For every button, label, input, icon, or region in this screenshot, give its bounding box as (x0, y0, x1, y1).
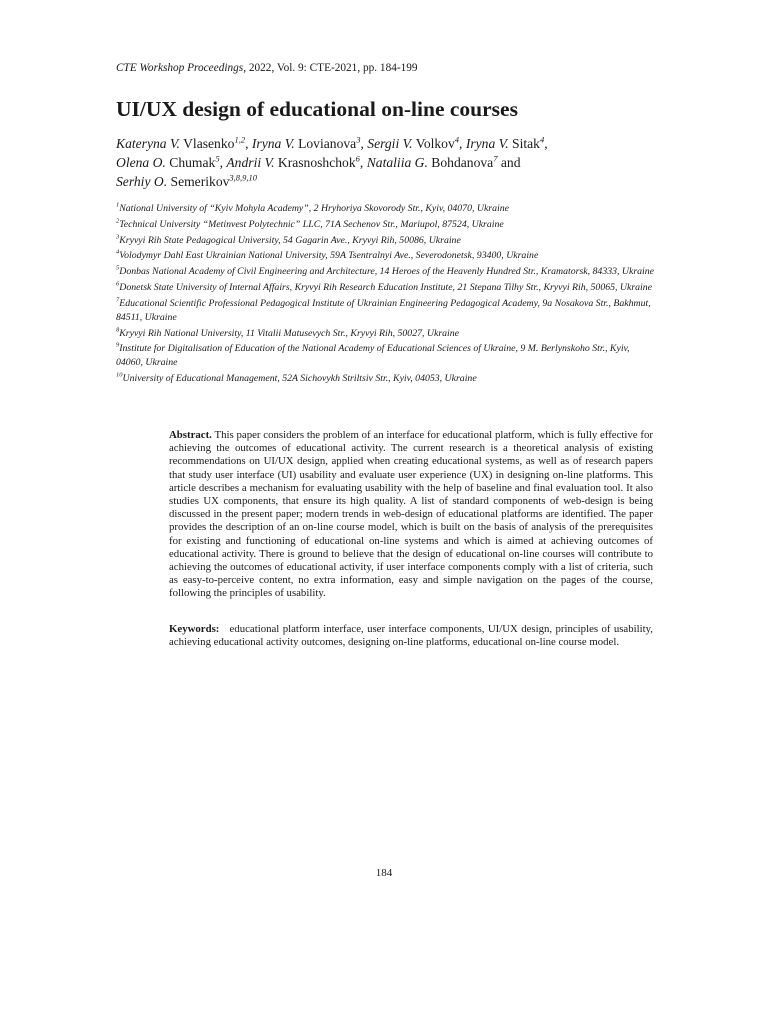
abstract-label: Abstract. (169, 429, 212, 441)
affiliation: $^3$Kryvyi Rih State Pedagogical University, 54 Gagarin Ave., Kryvyi Rih, 50086, Ukraine (116, 233, 461, 246)
keywords-label: Keywords: (169, 623, 220, 635)
affiliation: $^9$Institute for Digitalisation of Education of the National Academy of Educational Sciences of Ukraine, 9 M. Berlynskoho Str., Kyiv, 04060, Ukraine (116, 342, 630, 369)
paper-title: UI/UX design of educational on-line courses (116, 97, 518, 121)
author: Iryna V. Lovianova$^3$, (251, 134, 368, 151)
affiliation: $^4$Volodymyr Dahl East Ukrainian National University, 59A Tsentralnyi Ave., Severodonetsk, 93400, Ukraine (116, 249, 539, 262)
affiliation: $^2$Technical University “Metinvest Polytechnic” LLC, 71A Sechenov Str., Mariupol, 87524, Ukraine (116, 217, 504, 230)
author-list (116, 134, 656, 191)
affiliation: $^{10}$University of Educational Management, 52A Sichovykh Striltsiv Str., Kyiv, 04053, Ukraine (116, 371, 477, 385)
author: Olena O. Chumak$^5$, (116, 153, 227, 170)
affiliation: $^8$Kryvyi Rih National University, 11 Vitalii Matusevych Str., Kryvyi Rih, 50027, Ukraine (116, 326, 459, 339)
author: Iryna V. Sitak$^4$, (465, 134, 548, 151)
affiliation: $^7$Educational Scientific Professional Pedagogical Institute of Ukrainian Engineering Pedagogical Academy, 9a Nosakova Str., Bakhmut, 84511, Ukraine (116, 296, 651, 323)
author: Serhiy O. Semerikov$^{3,8,9,10}$ (116, 172, 258, 189)
affiliation: $^1$National University of “Kyiv Mohyla Academy”, 2 Hryhoriya Skovorody Str., Kyiv, 04070, Ukraine (116, 201, 509, 214)
author: Nataliia G. Bohdanova$^7$ and (366, 153, 521, 170)
author: Andrii V. Krasnoshchok$^6$, (226, 153, 367, 170)
affiliation: $^6$Donetsk State University of Internal Affairs, Kryvyi Rih Research Education Institute, 21 Stepana Tilhy Str., Kryvyi Rih, 50065, Ukraine (116, 280, 653, 293)
affiliation-list (116, 202, 656, 388)
author: Kateryna V. Vlasenko$^{1,2}$, (116, 134, 252, 151)
keywords (169, 623, 653, 649)
page-number: 184 (375, 867, 393, 879)
running-header (116, 62, 418, 74)
journal-details: , 2022, Vol. 9: CTE-2021, pp. 184-199 (243, 62, 418, 74)
affiliation: $^5$Donbas National Academy of Civil Engineering and Architecture, 14 Heroes of the Heavenly Hundred Str., Kramatorsk, 84333, Ukraine (116, 264, 655, 278)
keywords-text: educational platform interface, user interface components, UI/UX design, principles of usability, achieving educational activity outcomes, designing on-line platforms, educational on-line course model. (169, 623, 654, 649)
author: Sergii V. Volkov$^4$, (367, 134, 466, 151)
abstract-text: This paper considers the problem of an interface for educational platform, which is fully effective for achieving the outcomes of educational activity. The current research is a theoretical analysis of existing recommendations on UI/UX design, applied when creating educational systems, as well as of research papers that study user interface (UI) usability and evaluate user experience (UX) in designing on-line platforms. This article describes a mechanism for evaluating usability with the help of baseline and final evaluation tool. It also studies UX components, that ensure its high quality. A list of standard components of web-design is being discussed in the present paper; modern trends in web-design of educational platforms are identified. The paper provides the description of an on-line course model, which is built on the basis of analysis of the prerequisites for existing and functioning of educational on-line systems and which is aimed at achieving outcomes of educational activity. There is ground to believe that the design of educational on-line courses will contribute to achieving the outcomes of educational activity, if user interface components comply with a list of criteria, such as easy-to-perceive content, no extra information, easy and simple navigation on the pages of the course, following the principles of usability. (169, 429, 653, 600)
journal-name: CTE Workshop Proceedings (116, 62, 244, 74)
abstract (169, 429, 653, 601)
